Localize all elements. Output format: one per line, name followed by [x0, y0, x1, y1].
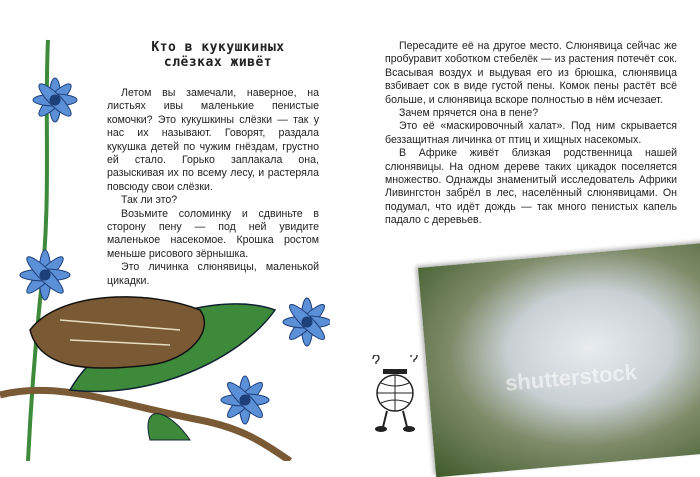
globe-mascot-icon: [365, 355, 425, 435]
paragraph: Это её «маскировочный халат». Под ним скрывается беззащитная личинка от птиц и хищных насекомых.: [385, 120, 677, 146]
paragraph: Летом вы замечали, наверное, на листьях ивы маленькие пенистые комочки? Это кукушкины слёзки — так у нас их называют. Говорят, раздала кукушка детей по чужим гнёздам, грустно ей стало. Горько заплакала она, разыскивая их по всему лесу, и растеряла повсюду свои слёзки.: [107, 87, 319, 193]
watermark: shutterstock: [504, 359, 638, 396]
paragraph: Это личинка слюнявицы, маленькой цикадки.: [107, 261, 319, 287]
paragraph: Пересадите её на другое место. Слюнявица сейчас же пробуравит хоботком стебелёк — из растения потечёт сок. Всасывая воздух и выдувая его из брюшка, слюнявица взбивает сок в виде густой пены. Комок пены растёт всё больше, и слюнявица вскоре полностью в нём исчезает.: [385, 40, 677, 106]
spittlebug-foam-photo: [418, 242, 700, 477]
page-title: [118, 40, 318, 70]
right-page-text: [385, 40, 677, 228]
left-page-text: [107, 87, 319, 288]
title-line: Кто в кукушкиных: [151, 40, 285, 55]
title-line: слёзках живёт: [163, 55, 273, 70]
paragraph: В Африке живёт близкая родственница нашей слюнявицы. На одном дереве таких цикадок поселяется множество. Однажды знаменитый исследователь Африки Ливингстон забрёл в лес, населённый слюнявицами. Он подумал, что идёт дождь — так много пенистых капель падало с деревьев.: [385, 147, 677, 227]
paragraph: Возьмите соломинку и сдвиньте в сторону пену — под ней увидите маленькое насекомое. Крошка ростом меньше рисового зёрнышка.: [107, 207, 319, 260]
paragraph: Так ли это?: [121, 194, 178, 207]
paragraph: Зачем прячется она в пене?: [399, 107, 539, 120]
